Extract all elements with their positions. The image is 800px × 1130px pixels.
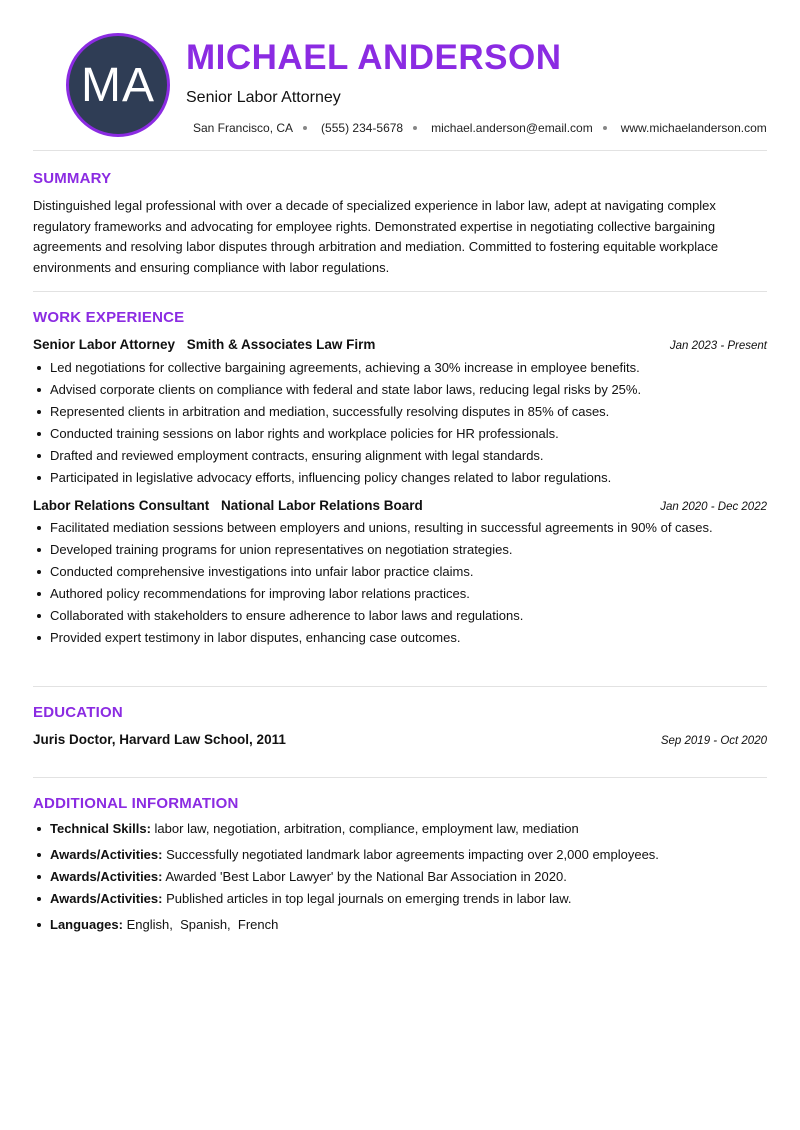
avatar <box>66 33 170 137</box>
list-item <box>33 914 767 936</box>
item-label: Awards/Activities: <box>50 869 163 884</box>
list-item: Conducted training sessions on labor rights and workplace policies for HR professionals. <box>33 423 767 445</box>
separator-dot-icon <box>303 126 307 130</box>
education-dates: Sep 2019 - Oct 2020 <box>660 735 767 747</box>
list-item: Conducted comprehensive investigations into unfair labor practice claims. <box>33 561 767 583</box>
list-item: Authored policy recommendations for improving labor relations practices. <box>33 583 767 605</box>
job-dates: Jan 2023 - Present <box>669 340 767 352</box>
job-title: Labor Relations Consultant <box>33 498 210 513</box>
job-bullets <box>33 517 767 649</box>
item-value: Successfully negotiated landmark labor agreements impacting over 2,000 employees. <box>166 847 659 862</box>
list-item <box>33 888 767 910</box>
summary-divider <box>33 291 767 292</box>
list-item: Advised corporate clients on compliance with federal and state labor laws, reducing legal risks by 25%. <box>33 379 767 401</box>
job-header <box>33 498 767 513</box>
contact-phone: (555) 234-5678 <box>321 121 404 135</box>
experience-section <box>33 309 767 649</box>
candidate-role: Senior Labor Attorney <box>186 89 341 106</box>
contact-line <box>193 121 767 135</box>
item-value: labor law, negotiation, arbitration, compliance, employment law, mediation <box>154 821 579 836</box>
contact-email[interactable]: michael.anderson@email.com <box>431 121 593 135</box>
list-item: Facilitated mediation sessions between employers and unions, resulting in successful agreements in 90% of cases. <box>33 517 767 539</box>
education-section <box>33 704 767 747</box>
education-entry <box>33 732 767 747</box>
item-label: Languages: <box>50 917 123 932</box>
job-dates: Jan 2020 - Dec 2022 <box>660 501 767 513</box>
item-label: Awards/Activities: <box>50 847 163 862</box>
avatar-initials: MA <box>81 58 155 112</box>
experience-divider <box>33 686 767 687</box>
job-bullets <box>33 357 767 489</box>
list-item: Collaborated with stakeholders to ensure adherence to labor laws and regulations. <box>33 605 767 627</box>
list-item <box>33 844 767 866</box>
education-degree: Juris Doctor, Harvard Law School, 2011 <box>33 732 286 747</box>
item-value: Awarded 'Best Labor Lawyer' by the National Bar Association in 2020. <box>165 869 567 884</box>
job-company: National Labor Relations Board <box>221 498 423 513</box>
item-value: Published articles in top legal journals on emerging trends in labor law. <box>166 891 572 906</box>
job-entry <box>33 498 767 649</box>
experience-heading: WORK EXPERIENCE <box>33 309 185 326</box>
item-label: Awards/Activities: <box>50 891 163 906</box>
separator-dot-icon <box>413 126 417 130</box>
education-divider <box>33 777 767 778</box>
job-header <box>33 337 767 352</box>
additional-list <box>33 818 767 936</box>
contact-website[interactable]: www.michaelanderson.com <box>620 121 767 135</box>
additional-heading: ADDITIONAL INFORMATION <box>33 795 239 812</box>
summary-section <box>33 170 767 278</box>
list-item <box>33 818 767 840</box>
job-company: Smith & Associates Law Firm <box>186 337 376 352</box>
additional-section <box>33 795 767 936</box>
list-item: Provided expert testimony in labor disputes, enhancing case outcomes. <box>33 627 767 649</box>
item-label: Technical Skills: <box>50 821 151 836</box>
list-item: Represented clients in arbitration and mediation, successfully resolving disputes in 85% of cases. <box>33 401 767 423</box>
list-item: Participated in legislative advocacy efforts, influencing policy changes related to labor regulations. <box>33 467 767 489</box>
list-item: Developed training programs for union representatives on negotiation strategies. <box>33 539 767 561</box>
contact-location: San Francisco, CA <box>193 121 294 135</box>
list-item: Led negotiations for collective bargaining agreements, achieving a 30% increase in employee benefits. <box>33 357 767 379</box>
list-item: Drafted and reviewed employment contracts, ensuring alignment with legal standards. <box>33 445 767 467</box>
summary-text: Distinguished legal professional with over a decade of specialized experience in labor law, adept at navigating complex regulatory frameworks and advocating for employee rights. Demonstrated expertise in negotiating collective bargaining agreements and resolving labor disputes through arbitration and mediation. Committed to fostering equitable workplace environments and ensuring compliance with labor regulations. <box>33 198 719 275</box>
candidate-name: MICHAEL ANDERSON <box>186 38 562 77</box>
education-heading: EDUCATION <box>33 704 123 721</box>
job-entry <box>33 337 767 489</box>
item-value: English, Spanish, French <box>126 917 279 932</box>
separator-dot-icon <box>603 126 607 130</box>
job-title: Senior Labor Attorney <box>33 337 176 352</box>
resume-header <box>33 0 767 150</box>
list-item <box>33 866 767 888</box>
summary-heading: SUMMARY <box>33 170 112 187</box>
header-divider <box>33 150 767 151</box>
